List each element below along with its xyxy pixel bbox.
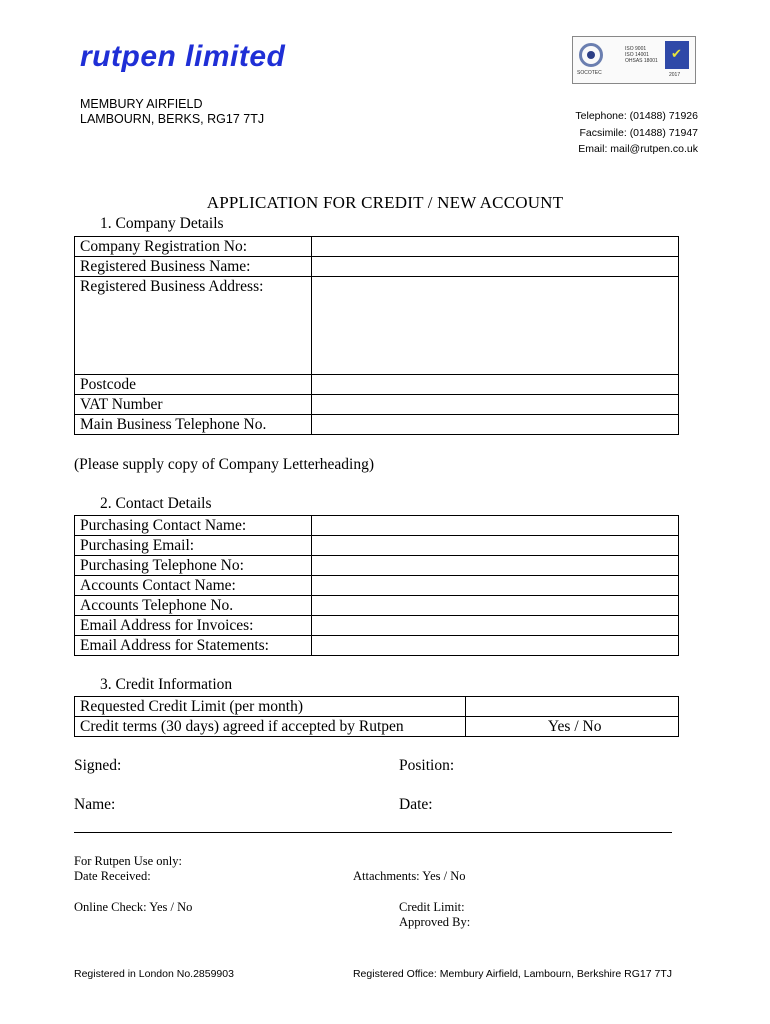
letterhead-note: (Please supply copy of Company Letterheading) <box>74 456 375 473</box>
field-label: Company Registration No: <box>75 237 312 257</box>
certification-standards: ISO 9001 ISO 14001 OHSAS 18001 <box>625 46 658 64</box>
field-label: Email Address for Invoices: <box>75 616 312 636</box>
field-label: Purchasing Telephone No: <box>75 556 312 576</box>
credit-limit-label: Credit Limit: <box>399 900 465 914</box>
online-check-label: Online Check: Yes / No <box>74 900 193 914</box>
field-label: Accounts Contact Name: <box>75 576 312 596</box>
contact-details <box>575 108 698 158</box>
section-2-heading: 2. Contact Details <box>100 495 212 512</box>
registration-number: Registered in London No.2859903 <box>74 968 234 980</box>
office-use-heading: For Rutpen Use only: <box>74 854 182 868</box>
certification-year: 2017 <box>669 72 681 78</box>
invoice-email-input[interactable] <box>311 616 678 636</box>
field-label: Email Address for Statements: <box>75 636 312 656</box>
credit-info-table <box>74 696 679 737</box>
contact-details-table <box>74 515 679 656</box>
certification-brand: SOCOTEC <box>577 70 602 76</box>
credit-limit-input[interactable] <box>466 697 679 717</box>
purchasing-contact-input[interactable] <box>311 516 678 536</box>
field-label: Credit terms (30 days) agreed if accepted by Rutpen <box>75 717 466 737</box>
accounts-telephone-input[interactable] <box>311 596 678 616</box>
company-registration-input[interactable] <box>311 237 678 257</box>
credit-terms-yes-no[interactable]: Yes / No <box>466 717 679 737</box>
field-label: Registered Business Address: <box>75 277 312 375</box>
company-details-table <box>74 236 679 435</box>
field-label: Postcode <box>75 375 312 395</box>
facsimile: Facsimile: (01488) 71947 <box>579 126 698 139</box>
credit-approval-block <box>399 900 470 930</box>
company-address: MEMBURY AIRFIELD LAMBOURN, BERKS, RG17 7TJ <box>80 97 265 126</box>
business-address-input[interactable] <box>311 277 678 375</box>
attachments-label: Attachments: Yes / No <box>353 869 466 883</box>
telephone: Telephone: (01488) 71926 <box>575 110 698 122</box>
date-label: Date: <box>399 796 433 813</box>
approved-by-label: Approved By: <box>399 915 471 929</box>
field-label: Main Business Telephone No. <box>75 415 312 435</box>
section-3-heading: 3. Credit Information <box>100 676 233 693</box>
form-title-text: APPLICATION FOR CREDIT / NEW ACCOUNT <box>206 193 564 212</box>
ukas-check-icon <box>665 41 689 69</box>
vat-number-input[interactable] <box>311 395 678 415</box>
certification-logo-icon <box>579 43 603 67</box>
postcode-input[interactable] <box>311 375 678 395</box>
field-label: Requested Credit Limit (per month) <box>75 697 466 717</box>
signed-label: Signed: <box>74 757 122 774</box>
divider-line <box>74 832 672 833</box>
field-label: Registered Business Name: <box>75 257 312 277</box>
company-logo: rutpen limited <box>80 40 286 73</box>
purchasing-email-input[interactable] <box>311 536 678 556</box>
field-label: VAT Number <box>75 395 312 415</box>
business-name-input[interactable] <box>311 257 678 277</box>
field-label: Purchasing Email: <box>75 536 312 556</box>
date-received-label: Date Received: <box>74 869 151 883</box>
field-label: Accounts Telephone No. <box>75 596 312 616</box>
certification-badge <box>572 36 696 84</box>
section-1-heading: 1. Company Details <box>100 215 224 232</box>
accounts-contact-input[interactable] <box>311 576 678 596</box>
name-label: Name: <box>74 796 116 813</box>
business-telephone-input[interactable] <box>311 415 678 435</box>
position-label: Position: <box>399 757 455 774</box>
statement-email-input[interactable] <box>311 636 678 656</box>
registered-office: Registered Office: Membury Airfield, Lambourn, Berkshire RG17 7TJ <box>352 968 672 980</box>
field-label: Purchasing Contact Name: <box>75 516 312 536</box>
purchasing-telephone-input[interactable] <box>311 556 678 576</box>
email: Email: mail@rutpen.co.uk <box>578 143 698 155</box>
office-use-block <box>74 854 182 884</box>
form-title <box>0 193 770 213</box>
